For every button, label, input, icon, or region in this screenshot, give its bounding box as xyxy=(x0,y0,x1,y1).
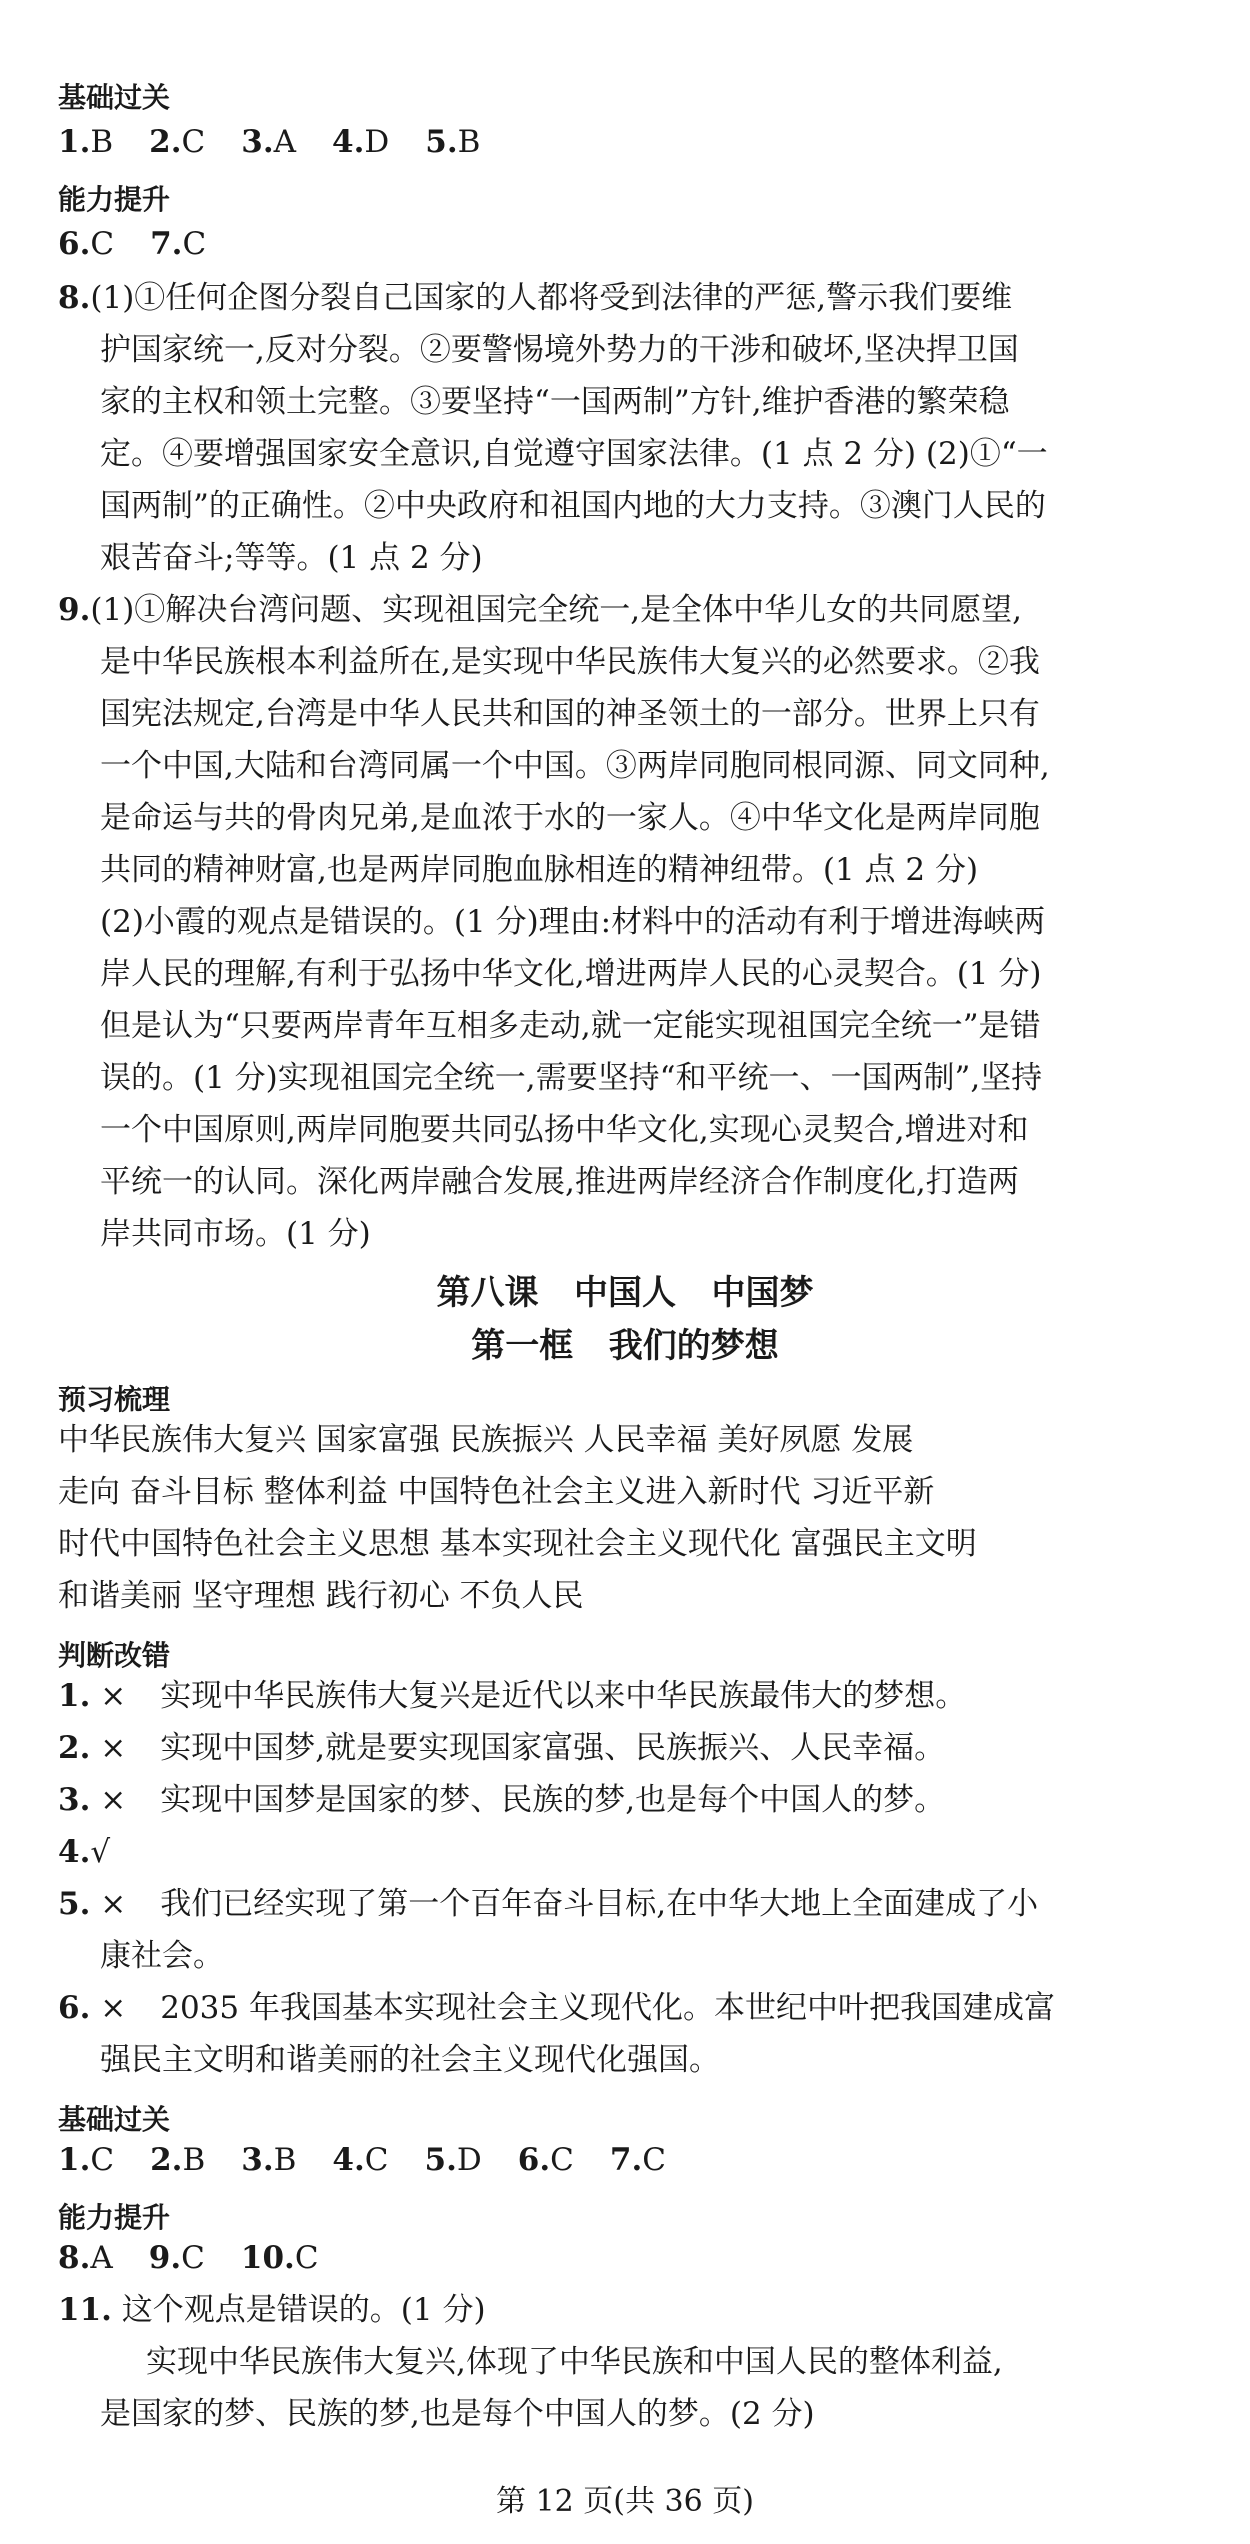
answer-item: 2.B xyxy=(150,2142,206,2178)
answer-item: 9.C xyxy=(148,2240,205,2276)
question-8-line: 8.(1)①任何企图分裂自己国家的人都将受到法律的严惩,警示我们要维 xyxy=(58,280,1013,316)
question-9-line: 岸共同市场。(1 分) xyxy=(100,1216,371,1252)
question-11-line: 实现中华民族伟大复兴,体现了中华民族和中国人民的整体利益, xyxy=(146,2344,1003,2380)
judge-item-continued: 强民主文明和谐美丽的社会主义现代化强国。 xyxy=(100,2042,720,2078)
answer-item: 2.C xyxy=(149,124,206,160)
answer-row xyxy=(58,224,242,264)
judge-item: 5. × 我们已经实现了第一个百年奋斗目标,在中华大地上全面建成了小 xyxy=(58,1886,1039,1922)
answer-item: 5.B xyxy=(425,124,481,160)
judge-item: 4.√ xyxy=(58,1834,111,1870)
lesson-title: 第八课 中国人 中国梦 xyxy=(436,1273,814,1313)
section-heading-basic: 基础过关 xyxy=(58,2103,171,2136)
question-8-line: 艰苦奋斗;等等。(1 点 2 分) xyxy=(100,540,483,576)
answer-item: 1.C xyxy=(58,2142,115,2178)
question-11-line: 11. 这个观点是错误的。(1 分) xyxy=(58,2292,486,2328)
judge-item: 1. × 实现中华民族伟大复兴是近代以来中华民族最伟大的梦想。 xyxy=(58,1678,967,1714)
answer-item: 4.D xyxy=(332,124,390,160)
question-9-line: 国宪法规定,台湾是中华人民共和国的神圣领土的一部分。世界上只有 xyxy=(100,696,1040,732)
judge-item: 3. × 实现中国梦是国家的梦、民族的梦,也是每个中国人的梦。 xyxy=(58,1782,946,1818)
question-9-line: 9.(1)①解决台湾问题、实现祖国完全统一,是全体中华儿女的共同愿望, xyxy=(58,592,1022,628)
question-9-line: (2)小霞的观点是错误的。(1 分)理由:材料中的活动有利于增进海峡两 xyxy=(100,904,1046,940)
answer-item: 7.C xyxy=(609,2142,666,2178)
question-9-line: 岸人民的理解,有利于弘扬中华文化,增进两岸人民的心灵契合。(1 分) xyxy=(100,956,1042,992)
answer-item: 3.A xyxy=(241,124,297,160)
question-11-line: 是国家的梦、民族的梦,也是每个中国人的梦。(2 分) xyxy=(100,2396,815,2432)
question-8-line: 护国家统一,反对分裂。②要警惕境外势力的干涉和破坏,坚决捍卫国 xyxy=(100,332,1019,368)
answer-row xyxy=(58,2238,355,2278)
answer-item: 5.D xyxy=(424,2142,482,2178)
section-heading-basic: 基础过关 xyxy=(58,81,171,114)
question-9-line: 是命运与共的骨肉兄弟,是血浓于水的一家人。④中华文化是两岸同胞 xyxy=(100,800,1040,836)
section-heading-preview: 预习梳理 xyxy=(58,1383,171,1416)
judge-item: 2. × 实现中国梦,就是要实现国家富强、民族振兴、人民幸福。 xyxy=(58,1730,946,1766)
answer-item: 4.C xyxy=(332,2142,389,2178)
answer-row xyxy=(58,2140,702,2180)
question-9-line: 平统一的认同。深化两岸融合发展,推进两岸经济合作制度化,打造两 xyxy=(100,1164,1019,1200)
page-footer: 第 12 页(共 36 页) xyxy=(496,2484,754,2519)
frame-title: 第一框 我们的梦想 xyxy=(471,1326,779,1366)
section-heading-advanced: 能力提升 xyxy=(58,183,171,216)
answer-item: 6.C xyxy=(58,226,115,262)
question-9-line: 但是认为“只要两岸青年互相多走动,就一定能实现祖国完全统一”是错 xyxy=(100,1008,1041,1044)
answer-item: 8.A xyxy=(58,2240,113,2276)
answer-item: 10.C xyxy=(240,2240,319,2276)
question-8-line: 定。④要增强国家安全意识,自觉遵守国家法律。(1 点 2 分) (2)①“一 xyxy=(100,436,1048,472)
preview-line: 中华民族伟大复兴 国家富强 民族振兴 人民幸福 美好夙愿 发展 xyxy=(58,1422,914,1458)
answer-item: 6.C xyxy=(517,2142,574,2178)
answer-row xyxy=(58,122,516,162)
question-8-line: 国两制”的正确性。②中央政府和祖国内地的大力支持。③澳门人民的 xyxy=(100,488,1046,524)
question-9-line: 共同的精神财富,也是两岸同胞血脉相连的精神纽带。(1 点 2 分) xyxy=(100,852,979,888)
judge-item: 6. × 2035 年我国基本实现社会主义现代化。本世纪中叶把我国建成富 xyxy=(58,1990,1055,2026)
question-9-line: 一个中国原则,两岸同胞要共同弘扬中华文化,实现心灵契合,增进对和 xyxy=(100,1112,1029,1148)
section-heading-judge: 判断改错 xyxy=(58,1639,171,1672)
answer-item: 1.B xyxy=(58,124,114,160)
preview-line: 走向 奋斗目标 整体利益 中国特色社会主义进入新时代 习近平新 xyxy=(58,1474,935,1510)
answer-item: 3.B xyxy=(241,2142,297,2178)
preview-line: 和谐美丽 坚守理想 践行初心 不负人民 xyxy=(58,1578,584,1614)
question-9-line: 是中华民族根本利益所在,是实现中华民族伟大复兴的必然要求。②我 xyxy=(100,644,1040,680)
answer-item: 7.C xyxy=(150,226,207,262)
question-9-line: 误的。(1 分)实现祖国完全统一,需要坚持“和平统一、一国两制”,坚持 xyxy=(100,1060,1043,1096)
judge-item-continued: 康社会。 xyxy=(100,1938,224,1974)
question-8-line: 家的主权和领土完整。③要坚持“一国两制”方针,维护香港的繁荣稳 xyxy=(100,384,1010,420)
section-heading-advanced: 能力提升 xyxy=(58,2201,171,2234)
question-9-line: 一个中国,大陆和台湾同属一个中国。③两岸同胞同根同源、同文同种, xyxy=(100,748,1050,784)
preview-line: 时代中国特色社会主义思想 基本实现社会主义现代化 富强民主文明 xyxy=(58,1526,977,1562)
